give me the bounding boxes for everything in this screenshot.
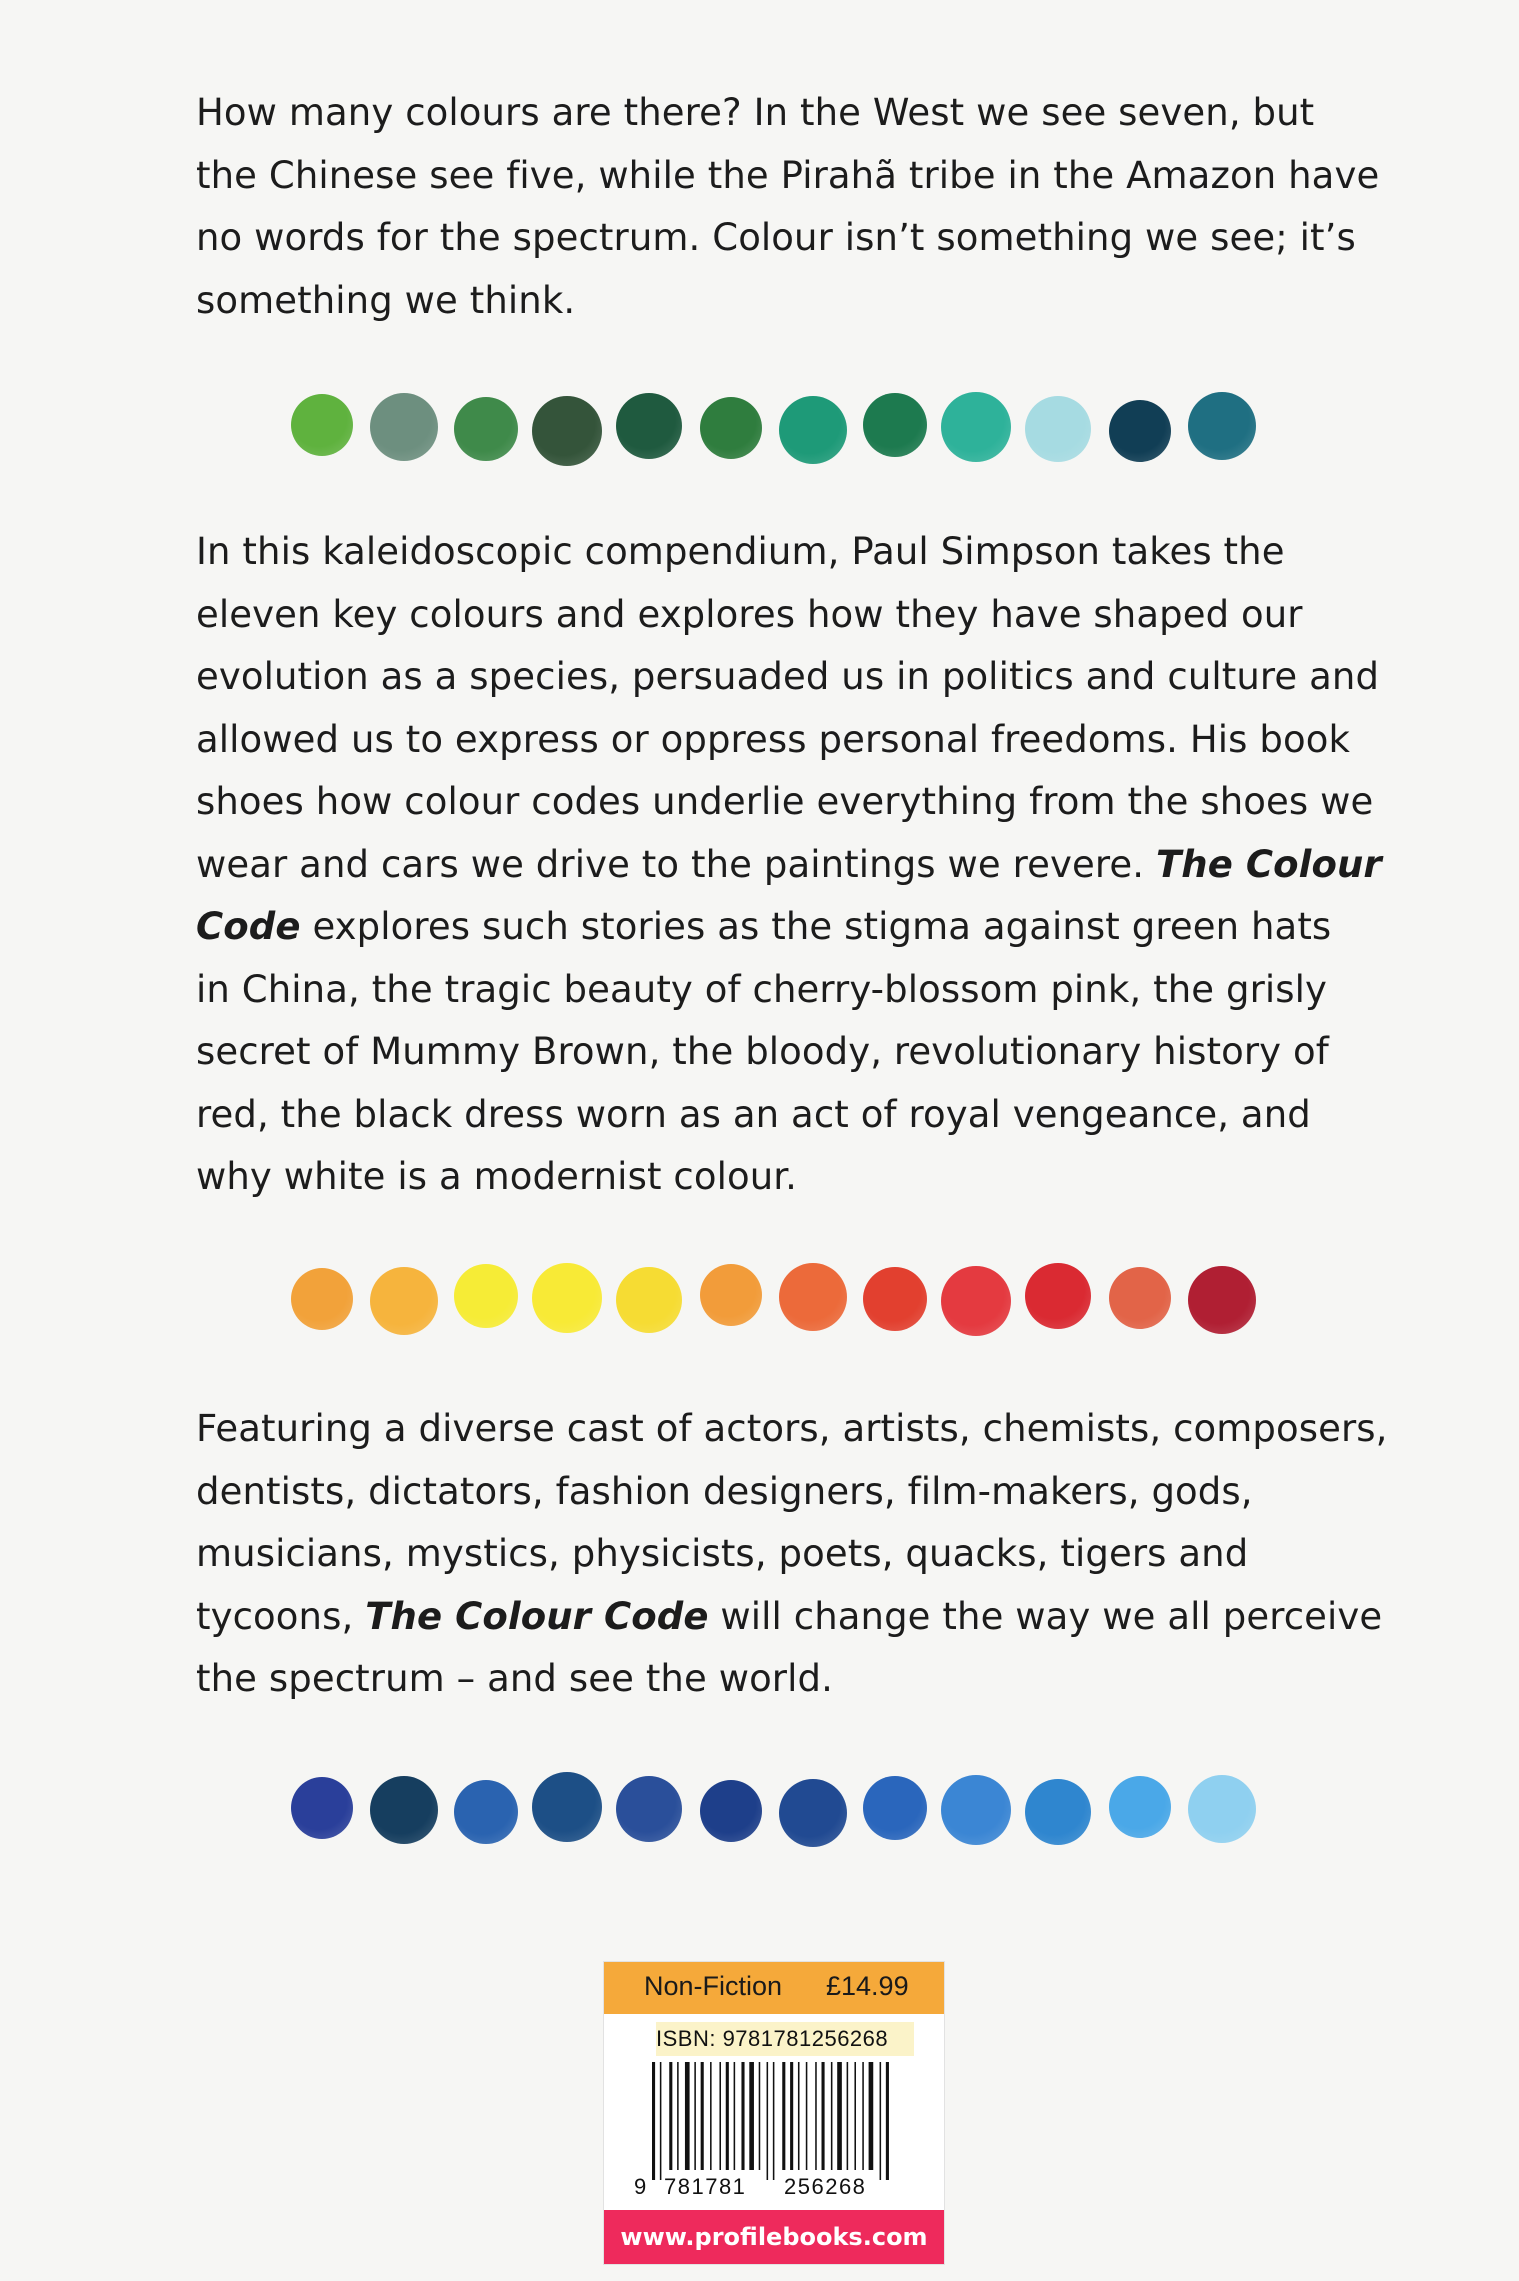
book-title-emphasis: Code (196, 905, 301, 948)
text-line: dentists, dictators, fashion designers, film-makers, gods, (196, 1469, 1253, 1513)
text-line: musicians, mystics, physicists, poets, quacks, tigers and (196, 1532, 1249, 1575)
colour-swatch (941, 1266, 1011, 1336)
barcode-bar (669, 2062, 672, 2170)
barcode-bar (782, 2062, 785, 2170)
colour-swatch (863, 393, 927, 457)
barcode-bar (822, 2062, 825, 2170)
barcode-bar (798, 2062, 800, 2170)
label-footer (604, 2210, 944, 2264)
price-barcode-label (604, 1962, 944, 2264)
closing-paragraph (196, 1398, 1388, 1711)
colour-swatch (291, 1268, 353, 1330)
text-line: Featuring a diverse cast of actors, artists, chemists, composers, (196, 1407, 1388, 1450)
colour-swatch (779, 1779, 847, 1847)
colour-swatch (454, 1264, 518, 1328)
colour-swatch (1188, 392, 1256, 460)
text-line: why white is a modernist colour. (196, 1155, 798, 1198)
colour-swatch (291, 394, 353, 456)
book-title-emphasis: The Colour Code (365, 1594, 709, 1638)
colour-swatch (779, 396, 847, 464)
colour-swatch (863, 1267, 927, 1331)
text-line: secret of Mummy Brown, the bloody, revolutionary history of (196, 1030, 1329, 1073)
text-line (196, 834, 1382, 897)
colour-swatch (616, 1267, 682, 1333)
colour-swatch (1188, 1266, 1256, 1334)
text-line: no words for the spectrum. Colour isn’t something we see; it’s (196, 216, 1356, 259)
text-line: red, the black dress worn as an act of royal vengeance, and (196, 1092, 1311, 1136)
price-text: £14.99 (826, 1971, 909, 2001)
colour-swatch (779, 1263, 847, 1331)
barcode-bar (854, 2062, 856, 2170)
text-line: eleven key colours and explores how they have shaped our (196, 592, 1303, 636)
barcode-bar (837, 2062, 842, 2170)
colour-swatch (532, 1263, 602, 1333)
colour-swatch (1109, 1267, 1171, 1329)
colour-swatch (454, 1780, 518, 1844)
barcode-bar (880, 2062, 882, 2180)
colour-swatch (370, 1776, 438, 1844)
barcode-bar (710, 2062, 712, 2170)
label-header (604, 1962, 944, 2014)
colour-swatch (863, 1776, 927, 1840)
colour-swatch (454, 397, 518, 461)
barcode-bar (734, 2062, 736, 2170)
barcode-right-digits: 256268 (784, 2174, 867, 2199)
colour-swatch (1025, 1779, 1091, 1845)
text-line: In this kaleidoscopic compendium, Paul Simpson takes the (196, 530, 1285, 573)
text-line (196, 896, 1376, 959)
colour-swatch (1109, 400, 1171, 462)
barcode-bar (767, 2062, 769, 2180)
description-paragraph (196, 521, 1382, 1209)
text-line (196, 1586, 1383, 1649)
colour-swatch (370, 393, 438, 461)
colour-swatch (941, 392, 1011, 462)
barcode-bar (719, 2062, 721, 2170)
isbn-text: ISBN: 9781781256268 (656, 2026, 889, 2051)
text-line: shoes how colour codes underlie everything from the shoes we (196, 780, 1374, 823)
barcode-bar (831, 2062, 833, 2170)
text-fragment: wear and cars we drive to the paintings we revere. (196, 842, 1145, 886)
text-line: in China, the tragic beauty of cherry-blossom pink, the grisly (196, 967, 1328, 1011)
colour-swatch (370, 1267, 438, 1335)
barcode-bar (806, 2062, 808, 2170)
barcode-bar (652, 2062, 655, 2180)
genre-text: Non-Fiction (644, 1971, 783, 2001)
barcode-bar (815, 2062, 817, 2170)
barcode-bar (660, 2062, 662, 2180)
barcode-bar (677, 2062, 679, 2170)
colour-swatch (1188, 1775, 1256, 1843)
colour-swatch (1109, 1776, 1171, 1838)
colour-swatch (1025, 1263, 1091, 1329)
barcode-bar (759, 2062, 761, 2170)
text-line: evolution as a species, persuaded us in politics and culture and (196, 655, 1380, 698)
colour-swatch (532, 396, 602, 466)
colour-swatch (700, 1780, 762, 1842)
text-fragment: will change the way we all perceive (720, 1594, 1383, 1638)
colour-swatch (291, 1777, 353, 1839)
text-fragment: tycoons, (196, 1594, 354, 1638)
barcode-bar (869, 2062, 874, 2170)
colour-swatch (532, 1772, 602, 1842)
barcode-bar (773, 2062, 775, 2180)
barcode-bar (862, 2062, 864, 2170)
text-line: the Chinese see five, while the Pirahã tribe in the Amazon have (196, 153, 1380, 197)
barcode-left-digits: 781781 (664, 2174, 747, 2199)
barcode-bar (701, 2062, 704, 2170)
text-fragment: explores such stories as the stigma against green hats (312, 905, 1332, 948)
barcode-bar (790, 2062, 793, 2170)
colour-swatch (700, 1264, 762, 1326)
barcode-first-digit: 9 (634, 2174, 648, 2199)
barcode-bar (886, 2062, 889, 2180)
barcode-bar (741, 2062, 744, 2170)
text-line: How many colours are there? In the West we see seven, but (196, 91, 1315, 134)
barcode-bar (685, 2062, 690, 2170)
barcode-bar (694, 2062, 696, 2170)
barcode-icon (648, 2062, 918, 2180)
colour-swatch (616, 1776, 682, 1842)
text-line: something we think. (196, 278, 576, 322)
text-line: the spectrum – and see the world. (196, 1657, 833, 1700)
colour-swatch (941, 1775, 1011, 1845)
barcode-bar (847, 2062, 849, 2170)
colour-swatch (700, 397, 762, 459)
text-line: allowed us to express or oppress personal freedoms. His book (196, 717, 1350, 761)
colour-swatch (1025, 396, 1091, 462)
publisher-url: www.profilebooks.com (620, 2223, 928, 2251)
colour-swatch (616, 393, 682, 459)
barcode-bar (726, 2062, 729, 2170)
book-title-emphasis: The Colour (1155, 842, 1382, 886)
barcode-bar (749, 2062, 754, 2170)
intro-paragraph (196, 82, 1380, 332)
